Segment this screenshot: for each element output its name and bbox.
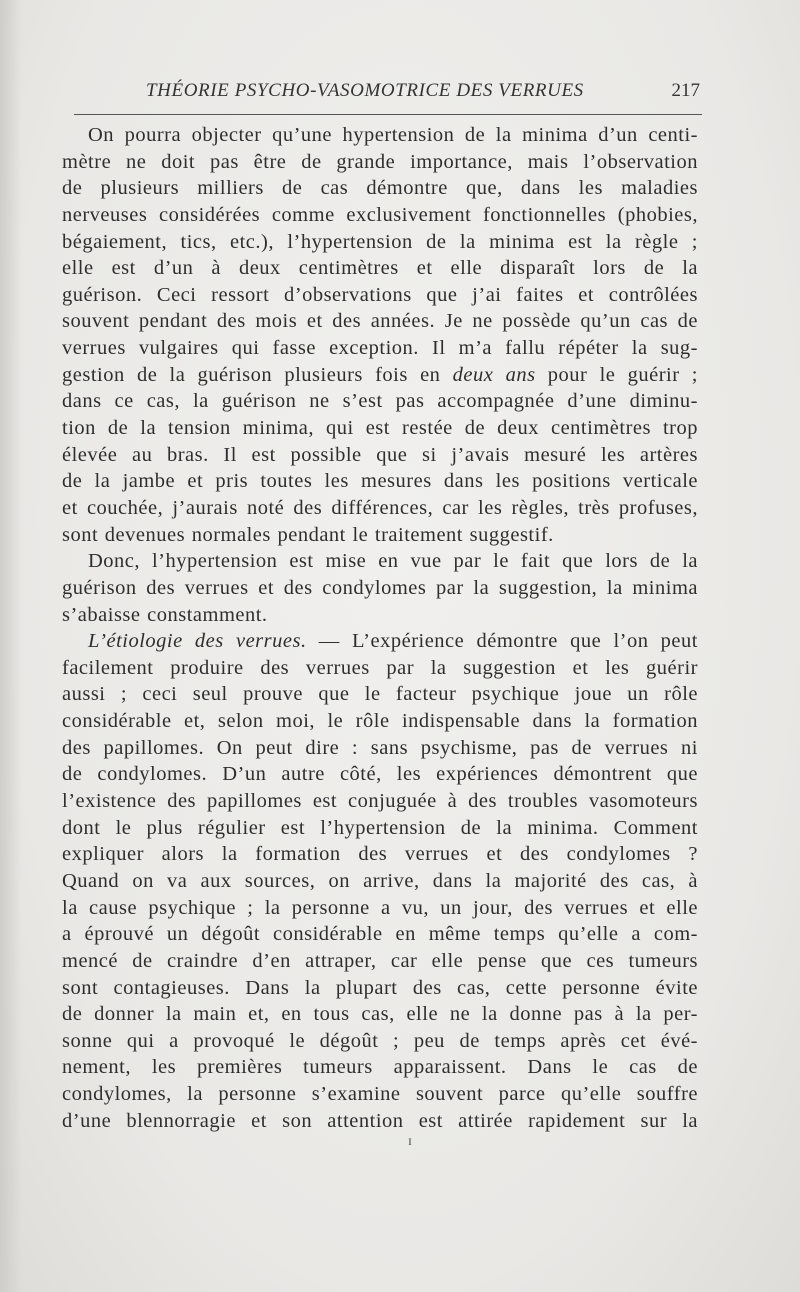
italic-emphasis: deux ans xyxy=(452,363,536,386)
text-line: d’une blennorragie et son attention est attirée rapidement sur la xyxy=(62,1109,698,1132)
text-line: des papillomes. On peut dire : sans psychisme, pas de verrues ni xyxy=(62,736,698,759)
text-line: s’abaisse constamment. xyxy=(62,603,268,626)
text-line: expliquer alors la formation des verrues et des condylomes ? xyxy=(62,843,698,866)
text-line: de plusieurs milliers de cas démontre que, dans les maladies xyxy=(62,177,698,200)
text-line: dans ce cas, la guérison ne s’est pas accompagnée d’une diminu- xyxy=(62,390,698,413)
text-line: élevée au bras. Il est possible que si j’avais mesuré les artères xyxy=(62,443,698,466)
stray-ink-mark: ɪ xyxy=(408,1134,412,1149)
text-line: souvent pendant des mois et des années. Je ne possède qu’un cas de xyxy=(62,310,698,333)
text-line: sonne qui a provoqué le dégoût ; peu de temps après cet évé- xyxy=(62,1029,698,1052)
page-header xyxy=(146,80,706,110)
text-line: mencé de craindre d’en attraper, car elle pense que ces tumeurs xyxy=(62,949,698,972)
text-line: guérison. Ceci ressort d’observations que j’ai faites et contrôlées xyxy=(62,283,698,306)
text-line xyxy=(62,362,698,389)
text-line xyxy=(62,628,698,655)
text-line: sont devenues normales pendant le traitement suggestif. xyxy=(62,523,554,546)
text-line: dont le plus régulier est l’hypertension de la minima. Comment xyxy=(62,816,698,839)
text-line: la cause psychique ; la personne a vu, un jour, des verrues et elle xyxy=(62,896,698,919)
body-text xyxy=(62,122,698,1134)
text-line: mètre ne doit pas être de grande importance, mais l’observation xyxy=(62,150,698,173)
header-rule xyxy=(74,114,702,115)
text-line: guérison des verrues et des condylomes par la suggestion, la minima xyxy=(62,576,698,599)
text-line: l’existence des papillomes est conjuguée à des troubles vasomoteurs xyxy=(62,790,698,813)
page-gutter-shadow xyxy=(0,0,22,1292)
text-line: de condylomes. D’un autre côté, les expériences démontrent que xyxy=(62,763,698,786)
text-line: de donner la main et, en tous cas, elle ne la donne pas à la per- xyxy=(62,1003,698,1026)
text-fragment: gestion de la guérison plusieurs fois en xyxy=(62,363,453,386)
text-line: condylomes, la personne s’examine souvent parce qu’elle souffre xyxy=(62,1083,698,1106)
text-line: tion de la tension minima, qui est restée de deux centimètres trop xyxy=(62,417,698,440)
running-title: THÉORIE PSYCHO-VASOMOTRICE DES VERRUES xyxy=(146,80,584,101)
text-line: considérable et, selon moi, le rôle indispensable dans la formation xyxy=(62,710,698,733)
text-line: On pourra objecter qu’une hypertension de la minima d’un centi- xyxy=(88,124,698,146)
text-line: a éprouvé un dégoût considérable en même temps qu’elle a com- xyxy=(62,923,698,946)
text-line: bégaiement, tics, etc.), l’hypertension de la minima est la règle ; xyxy=(62,230,698,253)
text-line: verrues vulgaires qui fasse exception. Il m’a fallu répéter la sug- xyxy=(62,337,698,360)
text-line: et couchée, j’aurais noté des différences, car les règles, très profuses, xyxy=(62,496,698,519)
page-number: 217 xyxy=(671,80,700,101)
text-line: elle est d’un à deux centimètres et elle disparaît lors de la xyxy=(62,257,698,280)
text-line: de la jambe et pris toutes les mesures dans les positions verticale xyxy=(62,470,698,493)
text-line: nerveuses considérées comme exclusivement fonctionnelles (phobies, xyxy=(62,203,698,226)
text-line: Donc, l’hypertension est mise en vue par le fait que lors de la xyxy=(88,550,698,573)
text-fragment: pour le guérir ; xyxy=(535,363,698,386)
text-line: aussi ; ceci seul prouve que le facteur psychique joue un rôle xyxy=(62,683,698,706)
text-line: nement, les premières tumeurs apparaissent. Dans le cas de xyxy=(62,1056,698,1079)
text-fragment: — L’expérience démontre que l’on peut xyxy=(306,630,698,653)
section-heading: L’étiologie des verrues. xyxy=(88,630,307,653)
text-line: facilement produire des verrues par la suggestion et les guérir xyxy=(62,656,698,679)
text-line: Quand on va aux sources, on arrive, dans la majorité des cas, à xyxy=(62,869,698,892)
text-line: sont contagieuses. Dans la plupart des cas, cette personne évite xyxy=(62,976,698,999)
